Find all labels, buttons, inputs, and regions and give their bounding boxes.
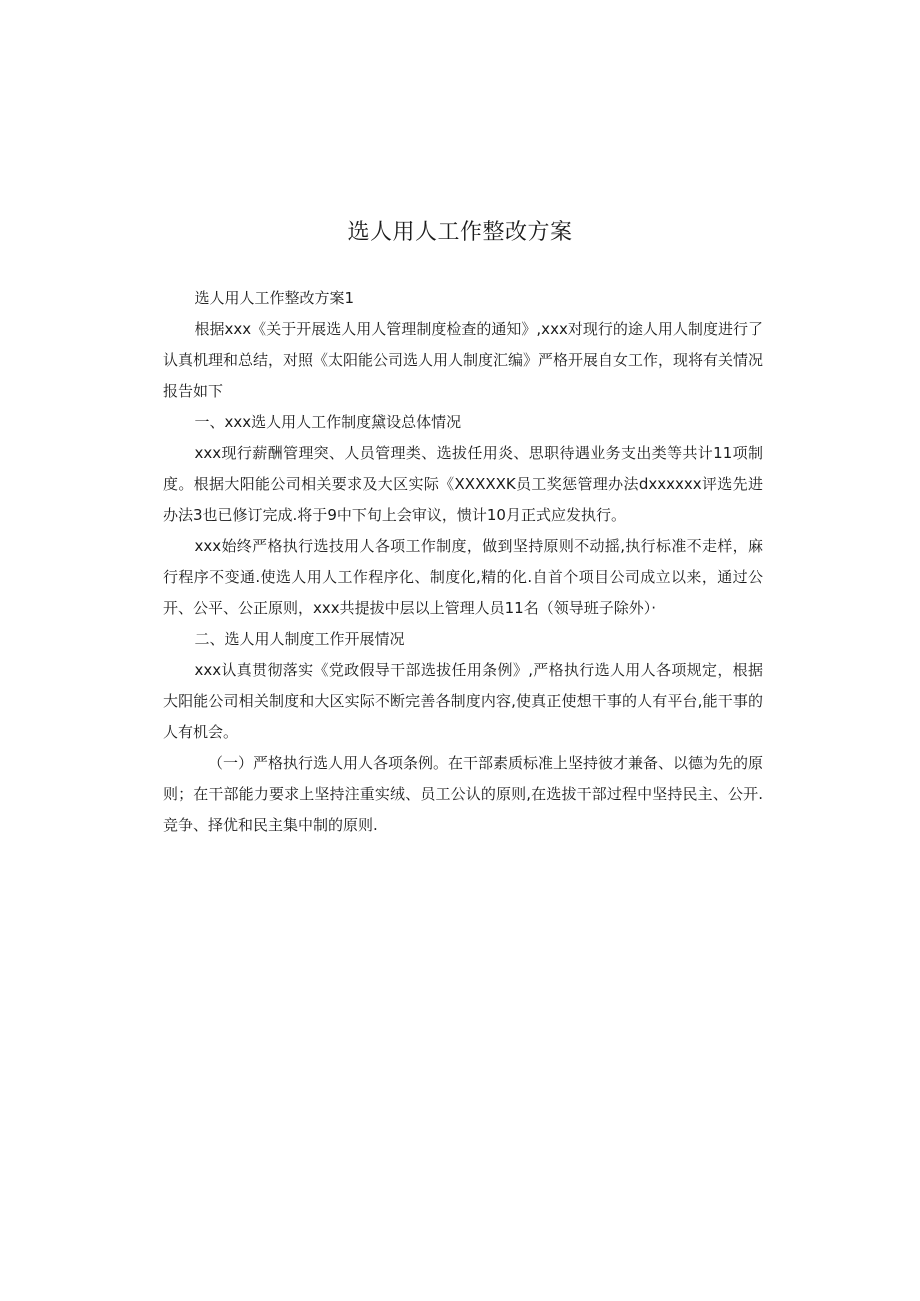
paragraph-subtitle: 选人用人工作整改方案1 [194,289,355,307]
paragraph-execution: xxx始终严格执行选技用人各项工作制度，做到坚持原则不动摇,执行标准不走样，麻行程序不变通.使选人用人工作程序化、制度化,精的化.自首个项目公司成立以来，通过公开、公平、公正原则，xxx共提拔中层以上管理人员11名（领导班子除外）· [163,537,763,617]
section-heading-1: 一、xxx选人用人工作制度黛设总体情况 [194,413,462,431]
section-heading-2: 二、选人用人制度工作开展情况 [194,630,405,648]
paragraph-system-count: xxx现行薪酬管理突、人员管理类、选拔任用炎、思职待遇业务支出类等共计11项制度。根据大阳能公司相关要求及大区实际《XXXXXK员工奖惩管理办法dxxxxxx评选先进办法3也已修订完成.将于9中下旬上会审议，愦计10月正式应发执行。 [163,444,763,524]
document-title: 选人用人工作整改方案 [347,220,573,245]
paragraph-intro: 根据xxx《关于开展选人用人管理制度检查的通知》,xxx对现行的途人用人制度进行了认真机理和总结，对照《太阳能公司选人用人制度汇编》严格开展自女工作，现将有关情况报告如下 [163,320,764,400]
paragraph-subsection-1: （一）严格执行选人用人各项条例。在干部素质标准上坚持彼才兼备、以德为先的原则；在干部能力要求上坚持注重实绒、员工公认的原则,在选拔干部过程中坚持民主、公开.竞争、择优和民主集中制的原则. [163,754,764,834]
document-body [163,283,763,841]
paragraph-implementation: xxx认真贯彻落实《党政假导干部选拔任用条例》,严格执行选人用人各项规定，根据大阳能公司相关制度和大区实际不断完善各制度内容,使真正使想干事的人有平台,能干事的人有机会。 [163,661,763,741]
